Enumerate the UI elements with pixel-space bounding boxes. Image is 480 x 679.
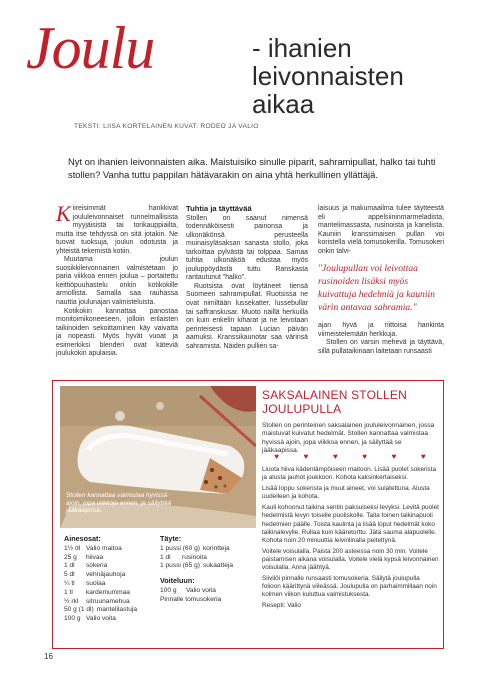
recipe-title-line: SAKSALAINEN STOLLEN: [262, 388, 407, 402]
recipe-steps: [262, 466, 440, 614]
ingredient-row: [64, 598, 160, 607]
article-column-2: [186, 205, 308, 351]
ingredient-item: sitruunamehua: [86, 597, 130, 605]
paragraph: Muutama joulun suosikkileivonnainen valmistetaan jo paria viikkoa ennen joulua – portaitettu keittiöpuuhastelu onkin kotikokille armollista. Samalla saa rauhassa nauttia joulunajan valmisteluista.: [56, 256, 178, 307]
paragraph: Kotikokin kannattaa panostaa monitoimikoneeseen, jolloin erilaisten taikinoiden sekoittaminen käy vaivatta ja nopeasti. Myös hyvät vuoat ja esimerkiksi blenderi ovat käteviä joulukokin apulaisia.: [56, 307, 178, 358]
ingredient-row: [160, 562, 260, 571]
ingredient-row: [64, 571, 160, 580]
ingredient-item: Valio voita: [86, 615, 116, 623]
heart-icon: ♥: [420, 452, 426, 461]
paragraph: Stollen on varsin mehevä ja täyttävä, sillä pullataikinaan laitetaan runsaasti: [318, 339, 444, 355]
ingredient-row: [64, 606, 160, 615]
article-subtitle: [252, 34, 452, 118]
ingredient-item: kardemummaa: [86, 588, 130, 596]
subtitle-line: leivonnaisten: [252, 61, 404, 91]
ingredient-item: Valio maitoa: [86, 544, 122, 552]
recipe-title: [262, 388, 407, 416]
recipe-title-line: JOULUPULLA: [262, 402, 342, 416]
recipe-step: Lisää loppu sokerista ja muut aineet, voi sulatettuna. Alusta uudelleen ja kohota.: [262, 485, 430, 501]
article-ingress: Nyt on ihanien leivonnaisten aika. Maistuisiko sinulle piparit, sahramipullat, halko tai tuhti stollen? Vanha tuttu pappilan hätävarakin on aina yhtä herkullinen yllättäjä.: [68, 156, 436, 180]
article-title: Joulu: [26, 15, 155, 81]
ingredient-row: [64, 562, 160, 571]
ingredient-row: [64, 589, 160, 598]
article-credits: TEKSTI: LIISA KORTELAINEN KUVAT: RODEO JA VALIO: [74, 123, 259, 130]
ingredient-row: [160, 545, 260, 554]
ingredients-list: [64, 535, 160, 624]
subtitle-line: aikaa: [252, 89, 315, 119]
recipe-step: Siivilöi pinnalle runsaasti tomusokeria. Säilytä joulupulla folioon käärittynä viileässä. Joulupulla on parhaimmillaan noin kolmen viikon kuluttua valmistuksesta.: [262, 575, 437, 599]
ingredient-item: Pinnalle tomusokeria: [160, 595, 222, 603]
recipe-step: Kauli kohonnut taikina sentin paksuiseksi levyksi. Levitä puolet hedelmistä levyn toiselle puoliskolle. Taita toinen taikinapuoli hedelmien päälle. Toista kaulinta ja lisää loput hedelmät koko taikinalevylle. Rullaa kuin kääretorttu. Jätä sauma alapuolelle. Kohota noin 20 minuuttia leivinlinalla peitettynä.: [262, 504, 439, 544]
ingredient-qty: 1 pussi (60 g): [160, 544, 200, 552]
ingredient-item: mantelilastuja: [96, 606, 138, 614]
ingredient-qty: 100 g: [64, 615, 81, 623]
ingredient-row: [160, 587, 260, 596]
drop-cap: K: [56, 201, 71, 226]
heart-icon: ♥: [362, 452, 368, 461]
heart-icon: ♥: [391, 452, 397, 461]
ingredient-item: korintteja: [202, 544, 230, 552]
ingredient-item: Valio voita: [186, 586, 216, 594]
filling-heading: Täyte:: [160, 534, 182, 543]
ingredient-qty: 1 dl: [160, 553, 171, 561]
recipe-intro: Stollen on perinteinen saksalainen joululeivonnainen, jossa maistuvat kuivatut hedelmät. Stollen kannattaa valmistaa hyvissä ajoin, jopa viikkoa ennen, ja säilyttää se jääkaapissa.: [262, 422, 435, 455]
paragraph: Ruotsista ovat löytäneet tiensä Suomeen sahramipullat. Ruotsissa ne ovat nimiltään lussekatter, lussebullar tai saffranskusar. Muoto näillä herkuilla on kuin enkelin kiharat ja ne leivotaan perinteisesti tapaan Lucian päivän aamuksi. Kranssikaunotar saa värinsä sahramista. Näiden pullien sa-: [186, 282, 308, 350]
ingredient-qty: 1½ dl: [64, 544, 81, 552]
ingredient-qty: 50 g (1 dl): [64, 606, 94, 614]
ingredients-heading: Ainesosat:: [64, 534, 101, 543]
pull-quote: "Joulupullan voi leivottaa rusinoiden lisäksi myös kuivattuja hedelmiä ja kauniin värin antavaa sahramia.": [318, 263, 435, 314]
ingredient-row: [160, 596, 260, 605]
paragraph: laisuus ja makumaailma tulee täytteestä eli appelsiininmarmeladista, mantelimassasta, rusinoista ja kanelista. Kauniin kranssimaisen pullan voi koristella vielä tomusokerilla. Tomusokeri onkin talvi-: [318, 205, 444, 255]
ingredient-item: hiivaa: [86, 553, 104, 561]
ingredient-qty: 100 g: [160, 586, 177, 594]
heart-icon: ♥: [332, 452, 338, 461]
page-number: 16: [44, 652, 53, 661]
ingredient-item: rusinoita: [182, 553, 207, 561]
ingredient-qty: 1 pussi (65 g): [160, 562, 200, 570]
ingredient-row: [160, 554, 260, 563]
recipe-source: Resepti: Valio: [262, 602, 301, 610]
ingredient-row: [64, 580, 160, 589]
section-heading: Tuhtia ja täyttävää: [186, 204, 252, 213]
ingredient-qty: 25 g: [64, 553, 77, 561]
heart-icon: ♥: [303, 452, 309, 461]
ingredient-row: [64, 554, 160, 563]
ingredient-row: [64, 545, 160, 554]
recipe-step: Voitele voisulalla. Paista 200 asteessa noin 30 min. Voitele paistamisen aikana voisulalla. Voitele vielä kypsä leivonnainen voisulalla. Anna jäähtyä.: [262, 547, 439, 572]
heart-icon: ♥: [274, 452, 280, 461]
heart-divider: [262, 452, 438, 461]
article-column-3: [318, 205, 444, 356]
ingredient-item: sukaatteja: [202, 562, 234, 570]
paragraph: Stollen on saanut nimensä todennäköisesti painonsa ja ulkonäkönsä perusteella muinaisyläsaksan sanasta stollo, joka tarkoittaa pylvästä tai tolppaa. Samaa tuhtia ulkonäköä edustaa myös jouluppöydästä tuttu Ranskasta rantautunut "halko".: [186, 214, 308, 282]
filling-list: [160, 535, 260, 605]
ingredient-row: [64, 615, 160, 624]
recipe-step: Liuota hiiva kädenlämpöiseen maitoon. Lisää puolet sokerista ja alusta jauhot joukkoon. Kohota kaksinkertaiseksi.: [262, 466, 437, 482]
ingredient-item: sokeria: [86, 562, 108, 570]
ingredient-qty: ½ rkl: [64, 597, 79, 605]
ingredient-qty: 5 dl: [64, 571, 75, 579]
ingredient-item: vehnäjauhoja: [86, 571, 126, 579]
ingredient-qty: ¼ tl: [64, 579, 75, 587]
paragraph: iireisimmät hankkivat joululeivonnaiset runnelmallisista myyjäisistä tai torikauppiailta, mutta itse tehdyssä on sitä jotakin. Ne tuovat tuoksuja, joulun odotusta ja yhteistä tekemistä kotiin.: [56, 205, 178, 255]
article-column-1: [56, 201, 178, 359]
subtitle-line: - ihanien: [252, 33, 352, 63]
ingredient-qty: 1 dl: [64, 562, 75, 570]
ingredient-qty: 1 tl: [64, 588, 73, 596]
paragraph: ajan hyvä ja riittoisa hankinta viimeistelemään herkkuja.: [318, 322, 444, 338]
ingredient-item: suolaa: [86, 579, 106, 587]
brush-heading: Voiteluun:: [160, 576, 195, 586]
photo-caption: Stollen kannattaa valmistaa hyvissä ajoin, jopa viikkoja ennen, ja säilyttää jääkaapissa.: [66, 492, 172, 515]
